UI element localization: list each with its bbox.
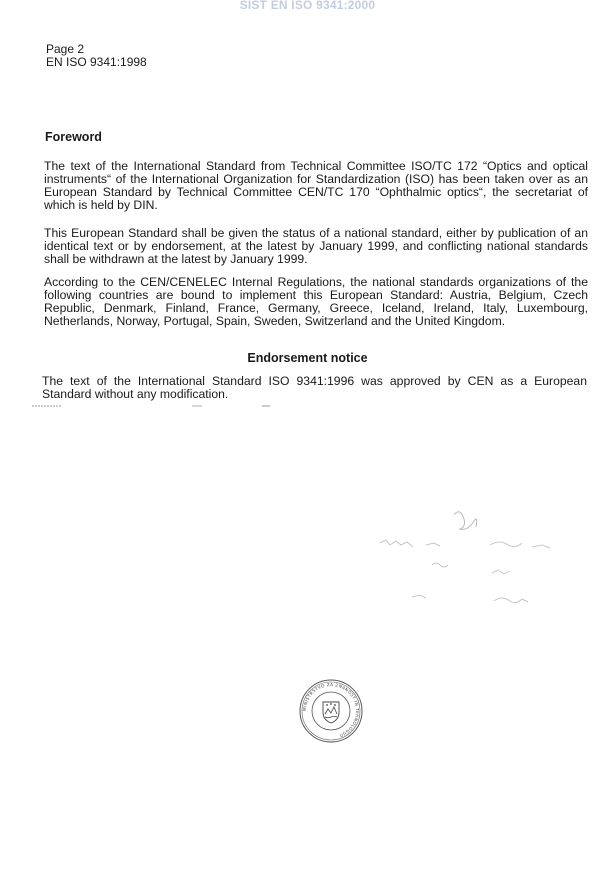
foreword-paragraph-1: The text of the International Standard from Technical Committee ISO/TC 172 “Optics and optical instruments“ of the International Organization for Standardization (ISO) has been taken over as an European Standard by Technical Committee CEN/TC 170 “Ophthalmic optics“, the secretariat of which is held by DIN. bbox=[44, 159, 588, 212]
document-id: EN ISO 9341:1998 bbox=[46, 55, 147, 69]
foreword-heading: Foreword bbox=[45, 130, 102, 144]
scan-smudge bbox=[32, 403, 272, 409]
official-seal-stamp bbox=[298, 678, 364, 744]
foreword-paragraph-3: According to the CEN/CENELEC Internal Regulations, the national standards organizations of the following countries are bound to implement this European Standard: Austria, Belgium, Czech Republic, Denmark, Finland, France, Germany, Greece, Iceland, Ireland, Italy, Luxembourg, Netherlands, Norway, Portugal, Spain, Sweden, Switzerland and the United Kingdom. bbox=[44, 275, 588, 328]
seal-caption: MINISTRSTVO ZA ZNANOST IN TEHNOLOGIJO bbox=[301, 681, 361, 739]
page-header bbox=[46, 43, 147, 69]
endorsement-paragraph: The text of the International Standard ISO 9341:1996 was approved by CEN as a European Standard without any modification. bbox=[42, 374, 587, 401]
foreword-paragraph-2: This European Standard shall be given the status of a national standard, either by publication of an identical text or by endorsement, at the latest by January 1999, and conflicting national standards shall be withdrawn at the latest by January 1999. bbox=[44, 226, 588, 266]
faint-handwriting bbox=[372, 505, 562, 615]
endorsement-heading: Endorsement notice bbox=[247, 351, 368, 365]
page-number: Page 2 bbox=[46, 42, 85, 56]
watermark: SIST EN ISO 9341:2000 bbox=[239, 0, 376, 12]
